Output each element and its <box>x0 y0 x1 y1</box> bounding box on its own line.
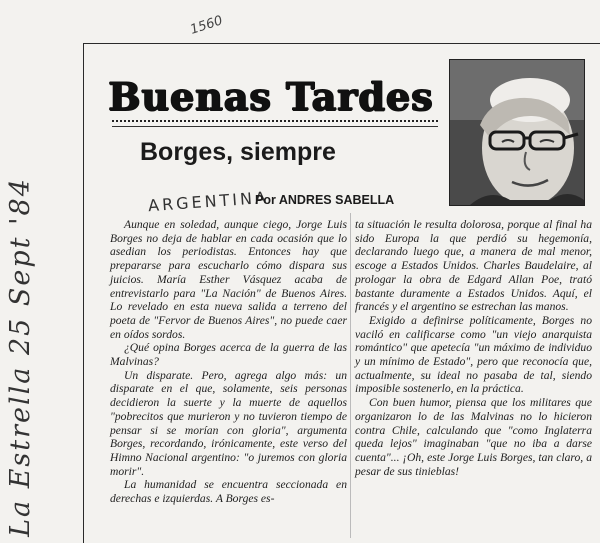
handwritten-source-date: La Estrella 25 Sept '84 <box>5 177 36 537</box>
paragraph: La humanidad se encuentra seccionada en derechas e izquierdas. A Borges es- <box>110 478 347 506</box>
article-byline: Por ANDRES SABELLA <box>255 193 395 207</box>
paragraph: Con buen humor, piensa que los militares que organizaron lo de las Malvinas no lo hicieron contra Chile, calculando que "como Inglaterra queda lejos" imaginaban "que no iba a darse cuenta"... ¡Oh, este Jorge Luis Borges, tan claro, a pesar de sus tinieblas! <box>355 396 592 478</box>
masthead-dotted-rule <box>112 120 438 122</box>
author-photo <box>449 59 585 206</box>
article-headline: Borges, siempre <box>140 138 336 166</box>
article-column-right <box>355 218 592 478</box>
paragraph: Aunque en soledad, aunque ciego, Jorge Luis Borges no deja de hablar en cada ocasión que lo asedian los periodistas. Entonces hay que prepararse para escucharlo cómo dispara sus juicios. María Esther Vásquez acaba de entrevistarlo para "La Nación" de Buenos Aires. Lo revelado en esta nueva salida a terreno del poeta de "Fervor de Buenos Aires", no puede caer en oídos sordos. <box>110 218 347 341</box>
column-masthead: Buenas Tardes <box>108 74 434 119</box>
portrait-image <box>450 60 584 205</box>
masthead-rule <box>112 126 438 127</box>
article-column-left <box>110 218 347 506</box>
paragraph: ¿Qué opina Borges acerca de la guerra de las Malvinas? <box>110 341 347 369</box>
clipping-top-border <box>83 43 600 44</box>
handwritten-country: ARGENTINA <box>147 187 270 216</box>
handwritten-number: 1560 <box>188 13 225 38</box>
clipping-left-border <box>83 43 84 543</box>
paragraph: Un disparate. Pero, agrega algo más: un disparate en el que, solamente, seis personas decidieron la suerte y la muerte de aquellos "pobrecitos que murieron y no tuvieron tiempo de pensar si se morían con gloria", argumenta Borges, recordando, irónicamente, este verso del Himno Nacional argentino: "o juremos con gloria morir". <box>110 368 347 478</box>
paragraph: ta situación le resulta dolorosa, porque al final ha sido Europa la que perdió su hegemonía, declarando luego que, a manera de mal menor, escoge a Estados Unidos. Charles Baudelaire, al prologar la obra de Edgard Allan Poe, trató bastante duramente a Estados Unidos. Aquí, el francés y el argentino se estrechan las manos. <box>355 218 592 314</box>
column-divider <box>350 213 351 538</box>
paragraph: Exigido a definirse políticamente, Borges no vaciló en calificarse como "un viejo anarquista romántico" que apetecía "un máximo de individuo y un mínimo de Estado", pero que reconocía que, actualmente, su ideal no pasaba de tal, siendo imposible sostenerlo, en la práctica. <box>355 313 592 396</box>
